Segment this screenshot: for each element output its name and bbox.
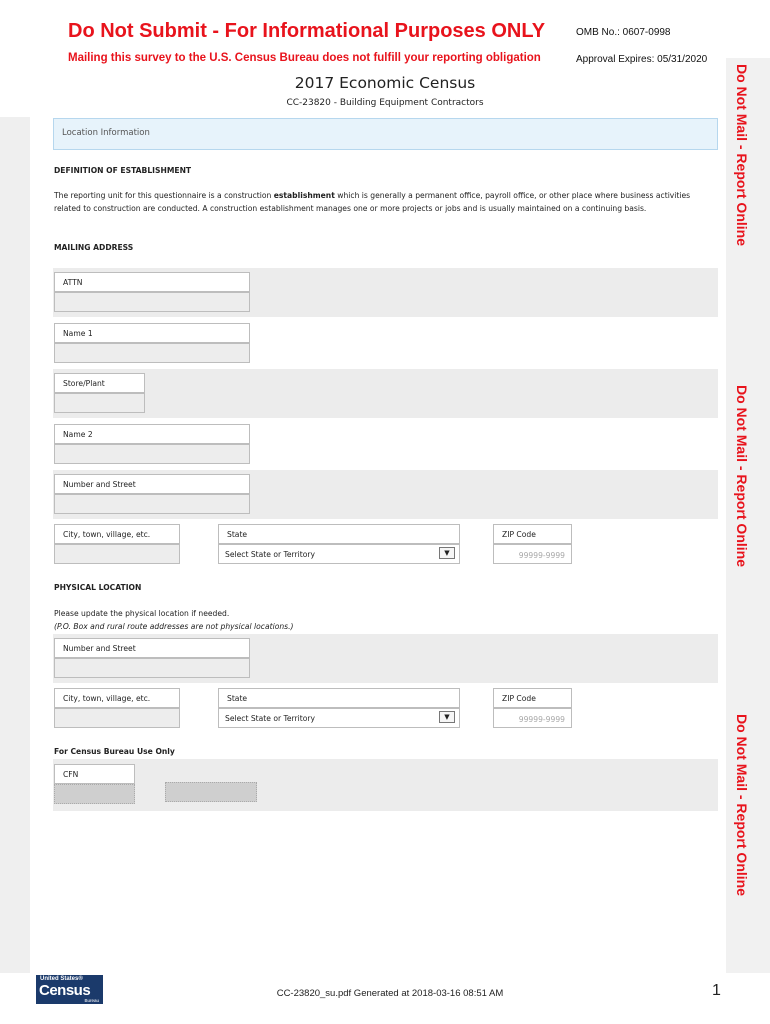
physical-state-select-value: Select State or Territory — [225, 714, 316, 723]
definition-text-end: which is generally a permanent office, payroll office, or other place where business activities related to construction are conducted. A construction establishment manages one or more projects or jobs and is usually maintained on a continuing basis. — [54, 191, 691, 213]
name1-label: Name 1 — [54, 323, 250, 343]
omb-number: OMB No.: 0607-0998 — [576, 27, 671, 38]
name2-input[interactable] — [54, 444, 250, 464]
mailing-state-select[interactable] — [218, 544, 460, 564]
form-title: CC-23820 - Building Equipment Contractors — [286, 98, 484, 108]
side-banner-bottom: Do Not Mail - Report Online — [734, 714, 750, 896]
mailing-zip-label: ZIP Code — [493, 524, 572, 544]
mailing-city-input[interactable] — [54, 544, 180, 564]
physical-street-label: Number and Street — [54, 638, 250, 658]
census-title: 2017 Economic Census — [294, 74, 476, 92]
mailing-zip-input[interactable]: 99999-9999 — [493, 544, 572, 564]
side-banner-top: Do Not Mail - Report Online — [734, 64, 750, 246]
cfn-input — [54, 784, 135, 804]
attn-input[interactable] — [54, 292, 250, 312]
footer-generated: CC-23820_su.pdf Generated at 2018-03-16 08:51 AM — [276, 988, 504, 999]
side-banner-middle: Do Not Mail - Report Online — [734, 385, 750, 567]
store-plant-label: Store/Plant — [54, 373, 145, 393]
definition-text-start: The reporting unit for this questionnaire is a construction — [54, 191, 274, 200]
logo-line1: United States® — [40, 976, 83, 982]
physical-location-note: Please update the physical location if needed. — [54, 609, 230, 618]
location-information-label: Location Information — [62, 128, 150, 138]
location-information-box — [53, 118, 718, 150]
definition-heading: DEFINITION OF ESTABLISHMENT — [54, 166, 192, 175]
mailing-address-heading: MAILING ADDRESS — [54, 243, 134, 252]
page-title: Do Not Submit - For Informational Purposes ONLY — [68, 20, 546, 42]
physical-city-label: City, town, village, etc. — [54, 688, 180, 708]
physical-location-note-italic: (P.O. Box and rural route addresses are not physical locations.) — [54, 622, 294, 631]
attn-label: ATTN — [54, 272, 250, 292]
definition-text — [54, 189, 718, 215]
mailing-city-label: City, town, village, etc. — [54, 524, 180, 544]
physical-city-input[interactable] — [54, 708, 180, 728]
logo-line2: Census — [39, 982, 91, 999]
physical-zip-label: ZIP Code — [493, 688, 572, 708]
physical-state-label: State — [218, 688, 460, 708]
left-margin-strip — [0, 117, 30, 973]
mailing-street-label: Number and Street — [54, 474, 250, 494]
cfn-label: CFN — [54, 764, 135, 784]
page-subtitle: Mailing this survey to the U.S. Census Bureau does not fulfill your reporting obligation — [68, 52, 541, 64]
census-use-heading: For Census Bureau Use Only — [54, 747, 175, 756]
physical-street-input[interactable] — [54, 658, 250, 678]
chevron-down-icon[interactable]: ▼ — [439, 547, 455, 559]
logo-line3: Bureau — [84, 998, 99, 1003]
store-band — [53, 369, 718, 418]
physical-zip-input[interactable]: 99999-9999 — [493, 708, 572, 728]
name2-label: Name 2 — [54, 424, 250, 444]
name1-input[interactable] — [54, 343, 250, 363]
mailing-state-label: State — [218, 524, 460, 544]
physical-state-select[interactable] — [218, 708, 460, 728]
chevron-down-icon[interactable]: ▼ — [439, 711, 455, 723]
definition-text-bold: establishment — [273, 191, 335, 200]
physical-location-heading: PHYSICAL LOCATION — [54, 583, 142, 592]
approval-expires: Approval Expires: 05/31/2020 — [576, 54, 708, 65]
cfn-band — [53, 759, 718, 811]
cfn-extra-input — [165, 782, 257, 802]
store-plant-input[interactable] — [54, 393, 145, 413]
mailing-state-select-value: Select State or Territory — [225, 550, 316, 559]
mailing-street-input[interactable] — [54, 494, 250, 514]
page-number: 1 — [712, 982, 721, 999]
